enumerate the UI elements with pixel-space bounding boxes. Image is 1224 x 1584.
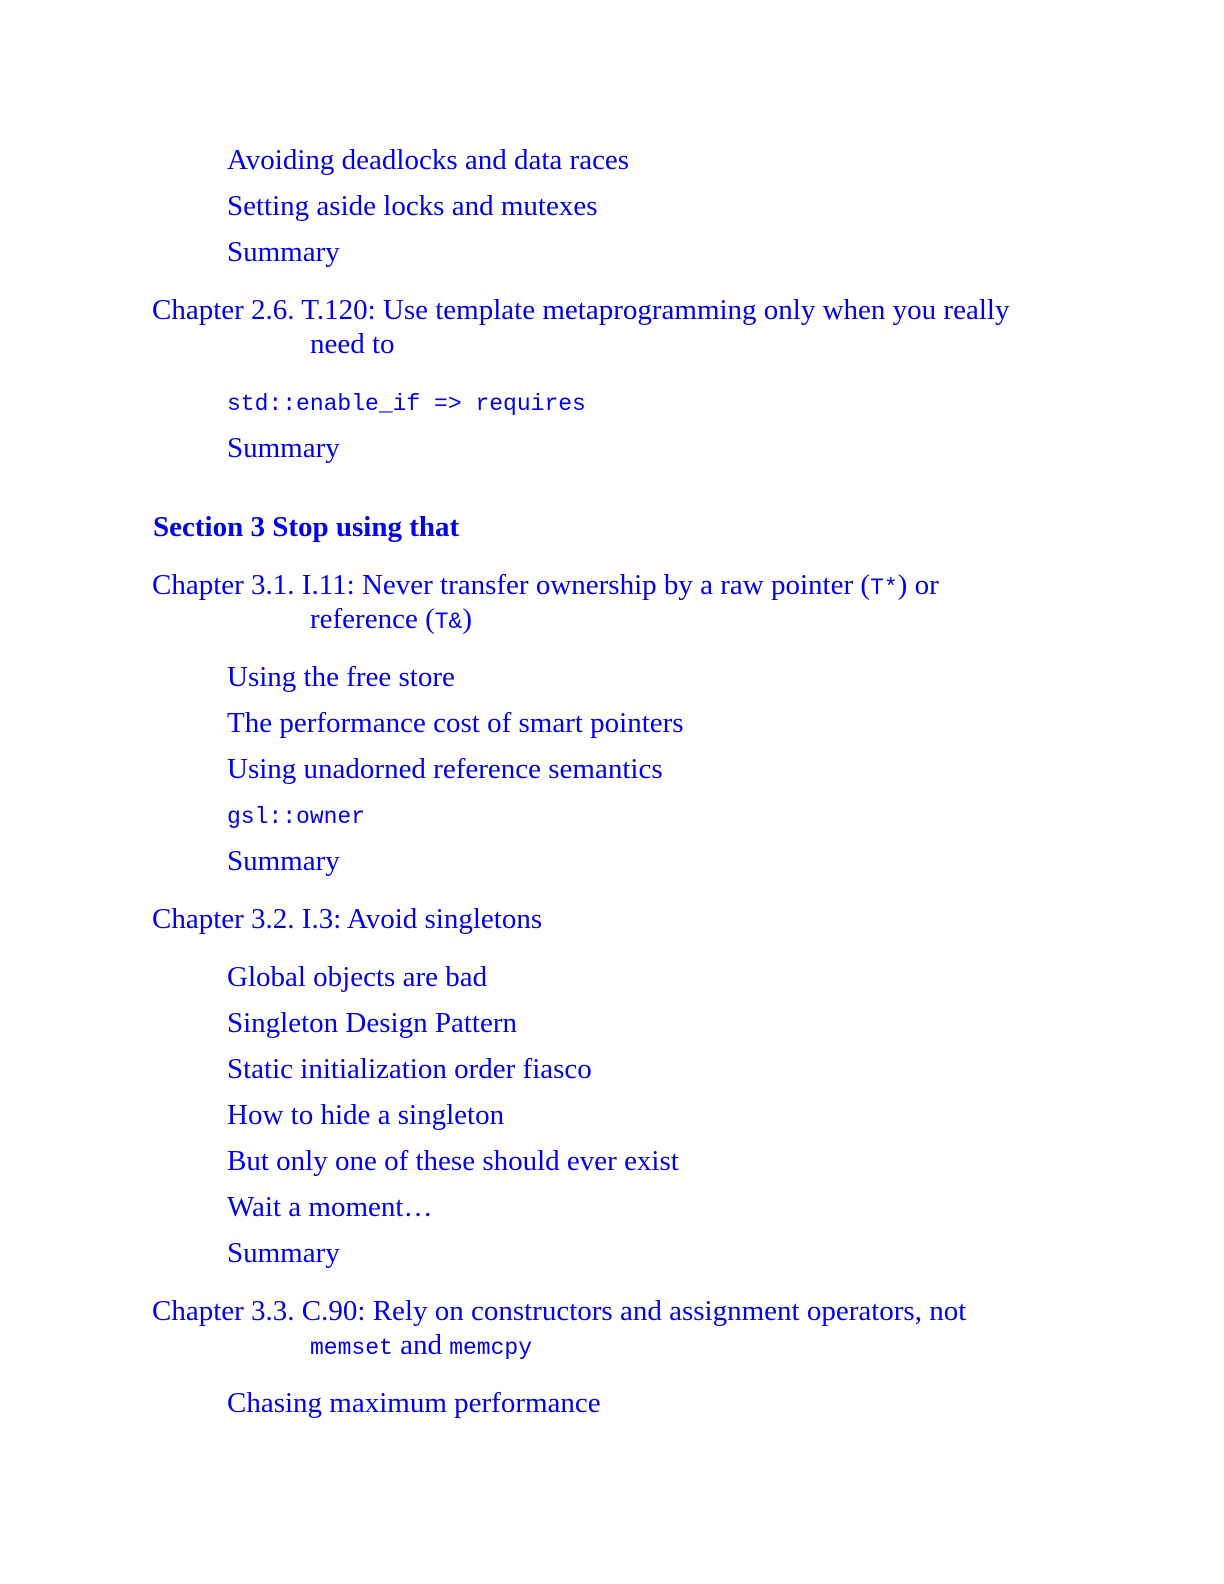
toc-item-gsl-owner[interactable]: gsl::owner xyxy=(227,804,366,830)
toc-item-setting-aside-locks[interactable]: Setting aside locks and mutexes xyxy=(227,190,598,222)
toc-item-static-init-fiasco[interactable]: Static initialization order fiasco xyxy=(227,1053,592,1085)
toc-item-free-store[interactable]: Using the free store xyxy=(227,661,455,693)
toc-chapter-3-3[interactable]: Chapter 3.3. C.90: Rely on constructors and assignment operators, not xyxy=(152,1295,967,1327)
toc-item-wait-a-moment[interactable]: Wait a moment… xyxy=(227,1191,433,1223)
chapter-3-3-and: and xyxy=(392,1329,450,1361)
toc-chapter-3-1-continued[interactable] xyxy=(310,602,472,639)
toc-item-summary[interactable]: Summary xyxy=(227,432,340,464)
toc-item-only-one-exist[interactable]: But only one of these should ever exist xyxy=(227,1145,679,1177)
toc-section-3[interactable]: Section 3 Stop using that xyxy=(153,511,460,543)
toc-item-singleton-pattern[interactable]: Singleton Design Pattern xyxy=(227,1007,517,1039)
toc-chapter-2-6[interactable]: Chapter 2.6. T.120: Use template metaprogramming only when you really xyxy=(152,294,1010,326)
chapter-3-1-cont-tail: ) xyxy=(462,603,473,635)
chapter-3-1-tail: ) or xyxy=(897,569,939,601)
chapter-3-1-text: Chapter 3.1. I.11: Never transfer ownership by a raw pointer ( xyxy=(152,569,871,601)
toc-item-hide-singleton[interactable]: How to hide a singleton xyxy=(227,1099,505,1131)
chapter-3-1-cont-code: T& xyxy=(434,609,463,635)
toc-item-summary[interactable]: Summary xyxy=(227,236,340,268)
toc-item-summary[interactable]: Summary xyxy=(227,1237,340,1269)
chapter-3-1-code: T* xyxy=(870,575,898,601)
toc-item-enable-if-requires[interactable]: std::enable_if => requires xyxy=(227,391,586,417)
toc-item-avoiding-deadlocks[interactable]: Avoiding deadlocks and data races xyxy=(227,144,630,176)
chapter-3-1-cont-text: reference ( xyxy=(310,603,435,635)
toc-item-max-performance[interactable]: Chasing maximum performance xyxy=(227,1387,601,1419)
chapter-3-3-code-memset: memset xyxy=(310,1335,393,1361)
toc-chapter-2-6-continued[interactable]: need to xyxy=(310,328,395,360)
toc-item-smart-pointer-cost[interactable]: The performance cost of smart pointers xyxy=(227,707,684,739)
toc-item-reference-semantics[interactable]: Using unadorned reference semantics xyxy=(227,753,663,785)
toc-chapter-3-1[interactable] xyxy=(152,568,939,605)
chapter-3-3-code-memcpy: memcpy xyxy=(449,1335,533,1361)
toc-chapter-3-2[interactable]: Chapter 3.2. I.3: Avoid singletons xyxy=(152,903,543,935)
toc-item-global-objects[interactable]: Global objects are bad xyxy=(227,961,488,993)
toc-item-summary[interactable]: Summary xyxy=(227,845,340,877)
toc-chapter-3-3-continued[interactable] xyxy=(310,1328,532,1365)
